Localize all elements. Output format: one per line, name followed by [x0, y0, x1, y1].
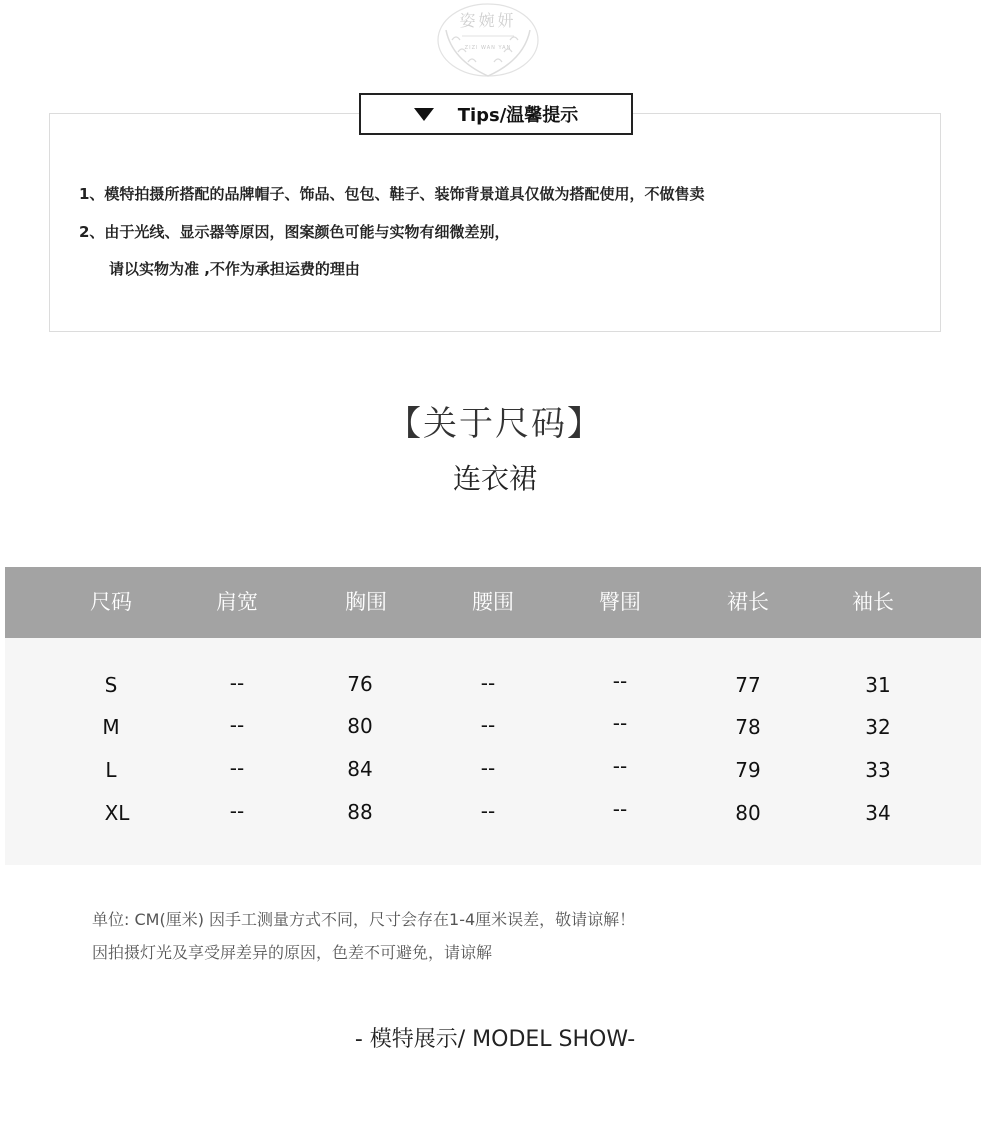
header-sleeve-length: 袖长 — [852, 590, 894, 614]
cell-shoulder: -- — [229, 713, 245, 737]
tip-line-2: 2、由于光线、显示器等原因，图案颜色可能与实物有细微差别， — [79, 223, 510, 241]
header-hip: 臀围 — [599, 590, 641, 614]
tip-line-1: 1、模特拍摄所搭配的品牌帽子、饰品、包包、鞋子、装饰背景道具仅做为搭配使用，不做售卖 — [79, 185, 705, 203]
tips-title-box — [359, 93, 633, 135]
header-waist: 腰围 — [472, 590, 514, 614]
cell-waist: -- — [480, 713, 496, 737]
cell-sleeve-length: 32 — [865, 715, 891, 739]
cell-hip: -- — [612, 754, 628, 778]
table-header — [5, 567, 981, 638]
triangle-down-icon — [414, 108, 434, 121]
cell-hip: -- — [612, 669, 628, 693]
header-size: 尺码 — [90, 590, 132, 614]
table-body — [5, 638, 981, 865]
cell-hip: -- — [612, 797, 628, 821]
cell-size: S — [104, 673, 118, 697]
unit-note: 单位: CM(厘米) 因手工测量方式不同，尺寸会存在1-4厘米误差，敬请谅解！ — [92, 910, 636, 929]
section-subtitle: 连衣裙 — [452, 462, 537, 495]
size-table — [5, 567, 981, 865]
cell-hip: -- — [612, 711, 628, 735]
cell-shoulder: -- — [229, 671, 245, 695]
cell-waist: -- — [480, 671, 496, 695]
cell-size: L — [105, 758, 117, 782]
model-show-heading: - 模特展示/ MODEL SHOW- — [354, 1027, 636, 1052]
tips-title: Tips/温馨提示 — [457, 105, 579, 126]
cell-waist: -- — [480, 799, 496, 823]
cell-skirt-length: 80 — [735, 801, 761, 825]
color-note: 因拍摄灯光及享受屏差异的原因，色差不可避免，请谅解 — [92, 943, 493, 962]
cell-bust: 76 — [347, 672, 373, 696]
cell-sleeve-length: 34 — [865, 801, 891, 825]
logo-subtext: ZIZI WAN YAN — [464, 45, 512, 51]
cell-waist: -- — [480, 756, 496, 780]
cell-shoulder: -- — [229, 756, 245, 780]
header-bust: 胸围 — [345, 590, 387, 614]
cell-size: M — [102, 715, 120, 739]
cell-bust: 88 — [347, 800, 373, 824]
cell-skirt-length: 78 — [735, 715, 761, 739]
cell-sleeve-length: 31 — [865, 673, 891, 697]
cell-shoulder: -- — [229, 799, 245, 823]
header-skirt-length: 裙长 — [727, 590, 769, 614]
cell-sleeve-length: 33 — [865, 758, 891, 782]
tip-line-3: 请以实物为准 ,不作为承担运费的理由 — [109, 260, 360, 278]
header-shoulder: 肩宽 — [216, 590, 258, 614]
cell-size: XL — [104, 801, 130, 825]
cell-bust: 80 — [347, 714, 373, 738]
cell-bust: 84 — [347, 757, 373, 781]
brand-logo — [432, 0, 544, 84]
logo-text: 姿婉妍 — [459, 11, 517, 30]
cell-skirt-length: 79 — [735, 758, 761, 782]
cell-skirt-length: 77 — [735, 673, 761, 697]
section-title: 【关于尺码】 — [387, 404, 603, 444]
